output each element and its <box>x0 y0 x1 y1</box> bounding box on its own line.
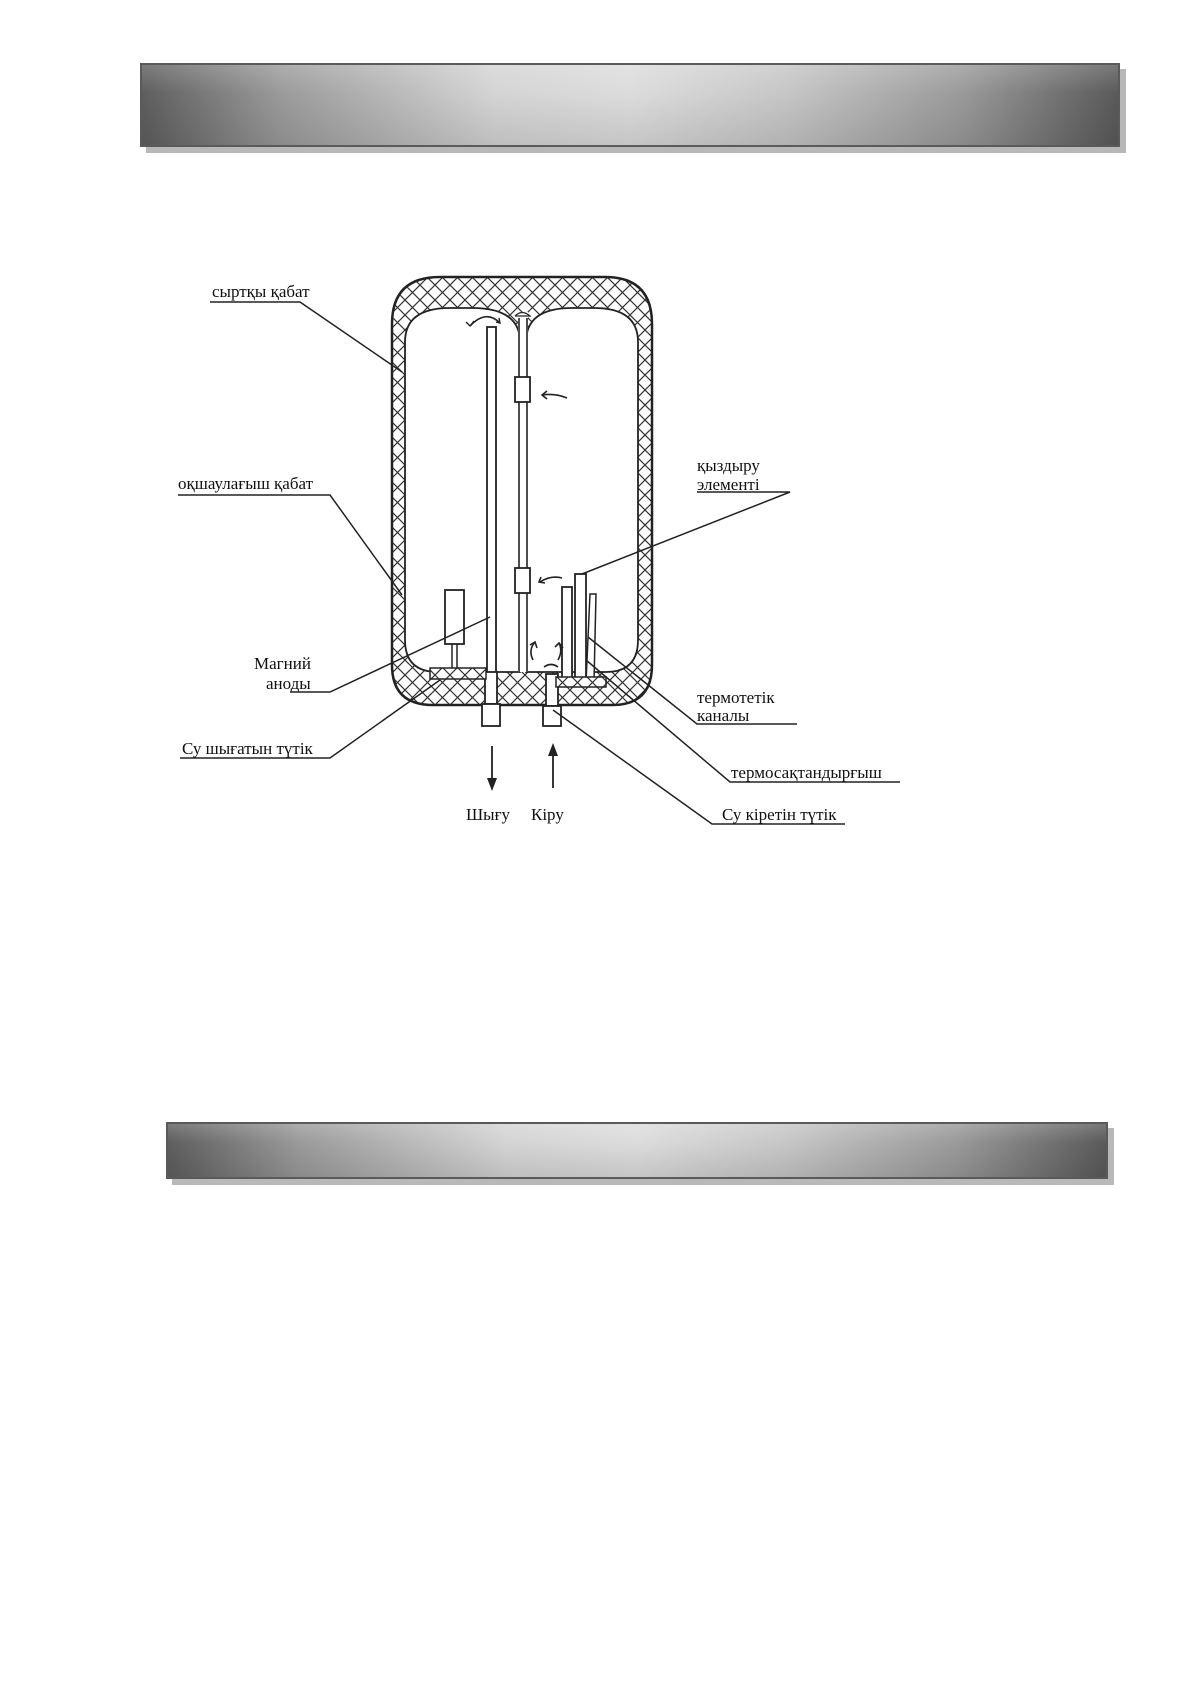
label-magnesium-anode-line2: аноды <box>266 674 311 693</box>
label-outflow: Шығу <box>466 805 511 824</box>
tank-body <box>392 277 652 705</box>
label-inflow: Кіру <box>531 805 564 824</box>
inflow-arrow <box>548 743 558 788</box>
label-magnesium-anode-line1: Магний <box>254 654 311 673</box>
partition-block-lower <box>515 568 530 593</box>
label-heating-element-line2: элементі <box>697 475 760 494</box>
outflow-arrow <box>487 746 497 791</box>
label-outlet-pipe: Су шығатын түтік <box>182 739 313 758</box>
label-thermal-fuse: термосақтандырғыш <box>731 763 882 782</box>
label-thermostat-channel-line1: термотетік <box>697 688 775 707</box>
label-outer-layer: сыртқы қабат <box>212 282 310 301</box>
label-heating-element-line1: қыздыру <box>697 456 760 475</box>
label-thermostat-channel-line2: каналы <box>697 706 750 725</box>
label-insulation-layer: оқшаулағыш қабат <box>178 474 314 493</box>
label-inlet-pipe: Су кіретін түтік <box>722 805 837 824</box>
partition-block-upper <box>515 377 530 402</box>
